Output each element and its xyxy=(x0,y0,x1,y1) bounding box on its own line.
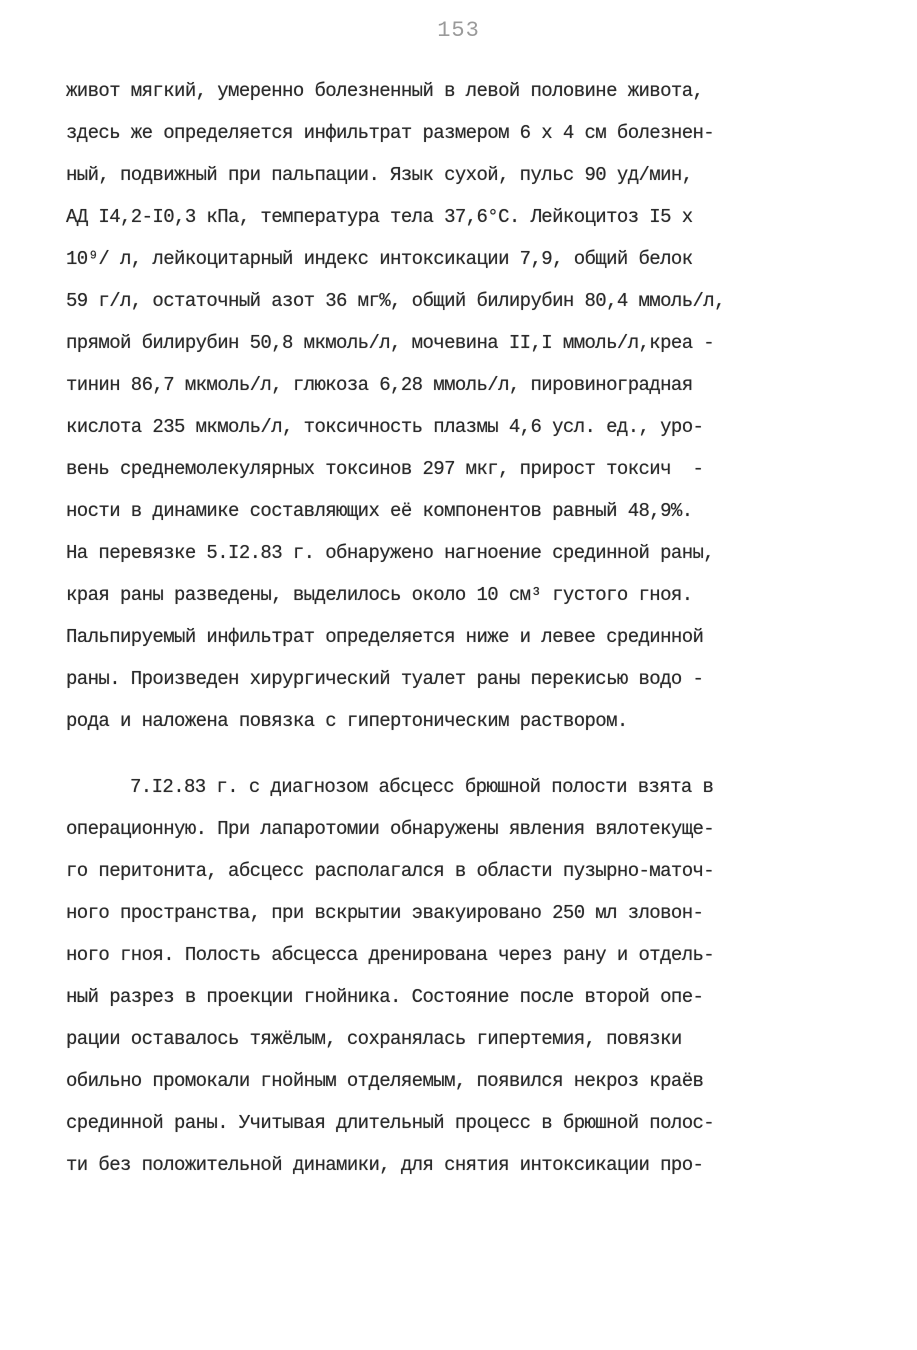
text-line: рода и наложена повязка с гипертоническим раствором. xyxy=(66,710,628,732)
text-line: края раны разведены, выделилось около 10 см³ густого гноя. xyxy=(66,584,693,606)
text-line: рации оставалось тяжёлым, сохранялась гипертемия, повязки xyxy=(66,1028,682,1050)
text-line: тинин 86,7 мкмоль/л, глюкоза 6,28 ммоль/л, пировиноградная xyxy=(66,374,693,396)
page-number: 153 xyxy=(437,18,480,43)
text-line: кислота 235 мкмоль/л, токсичность плазмы 4,6 усл. ед., уро- xyxy=(66,416,704,438)
text-line: ный, подвижный при пальпации. Язык сухой, пульс 90 уд/мин, xyxy=(66,164,693,186)
text-line: Пальпируемый инфильтрат определяется ниже и левее срединной xyxy=(66,626,704,648)
text-line: операционную. При лапаротомии обнаружены явления вялотекуще- xyxy=(66,818,715,840)
text-line: раны. Произведен хирургический туалет раны перекисью водо - xyxy=(66,668,704,690)
text-line: На перевязке 5.I2.83 г. обнаружено нагноение срединной раны, xyxy=(66,542,715,564)
text-line: ности в динамике составляющих её компонентов равный 48,9%. xyxy=(66,500,693,522)
text-line: вень среднемолекулярных токсинов 297 мкг, прирост токсич - xyxy=(66,458,704,480)
text-line: 7.I2.83 г. с диагнозом абсцесс брюшной полости взята в xyxy=(130,776,714,798)
text-line: го перитонита, абсцесс располагался в области пузырно-маточ- xyxy=(66,860,715,882)
text-line: прямой билирубин 50,8 мкмоль/л, мочевина II,I ммоль/л,креа - xyxy=(66,332,715,354)
text-line: ного пространства, при вскрытии эвакуировано 250 мл зловон- xyxy=(66,902,704,924)
text-line: обильно промокали гнойным отделяемым, появился некроз краёв xyxy=(66,1070,704,1092)
text-line: 59 г/л, остаточный азот 36 мг%, общий билирубин 80,4 ммоль/л, xyxy=(66,290,725,312)
text-line: срединной раны. Учитывая длительный процесс в брюшной полос- xyxy=(66,1112,715,1134)
paragraph-2 xyxy=(66,766,846,1186)
text-line: живот мягкий, умеренно болезненный в левой половине живота, xyxy=(66,80,704,102)
text-line: ный разрез в проекции гнойника. Состояние после второй опе- xyxy=(66,986,704,1008)
text-line: 10⁹/ л, лейкоцитарный индекс интоксикации 7,9, общий белок xyxy=(66,248,693,270)
paragraph-1 xyxy=(66,70,846,742)
text-line: ного гноя. Полость абсцесса дренирована через рану и отдель- xyxy=(66,944,715,966)
body-text xyxy=(66,70,846,1186)
text-line: ти без положительной динамики, для снятия интоксикации про- xyxy=(66,1154,704,1176)
text-line: АД I4,2-I0,3 кПа, температура тела 37,6°С. Лейкоцитоз I5 х xyxy=(66,206,693,228)
text-line: здесь же определяется инфильтрат размером 6 х 4 см болезнен- xyxy=(66,122,715,144)
